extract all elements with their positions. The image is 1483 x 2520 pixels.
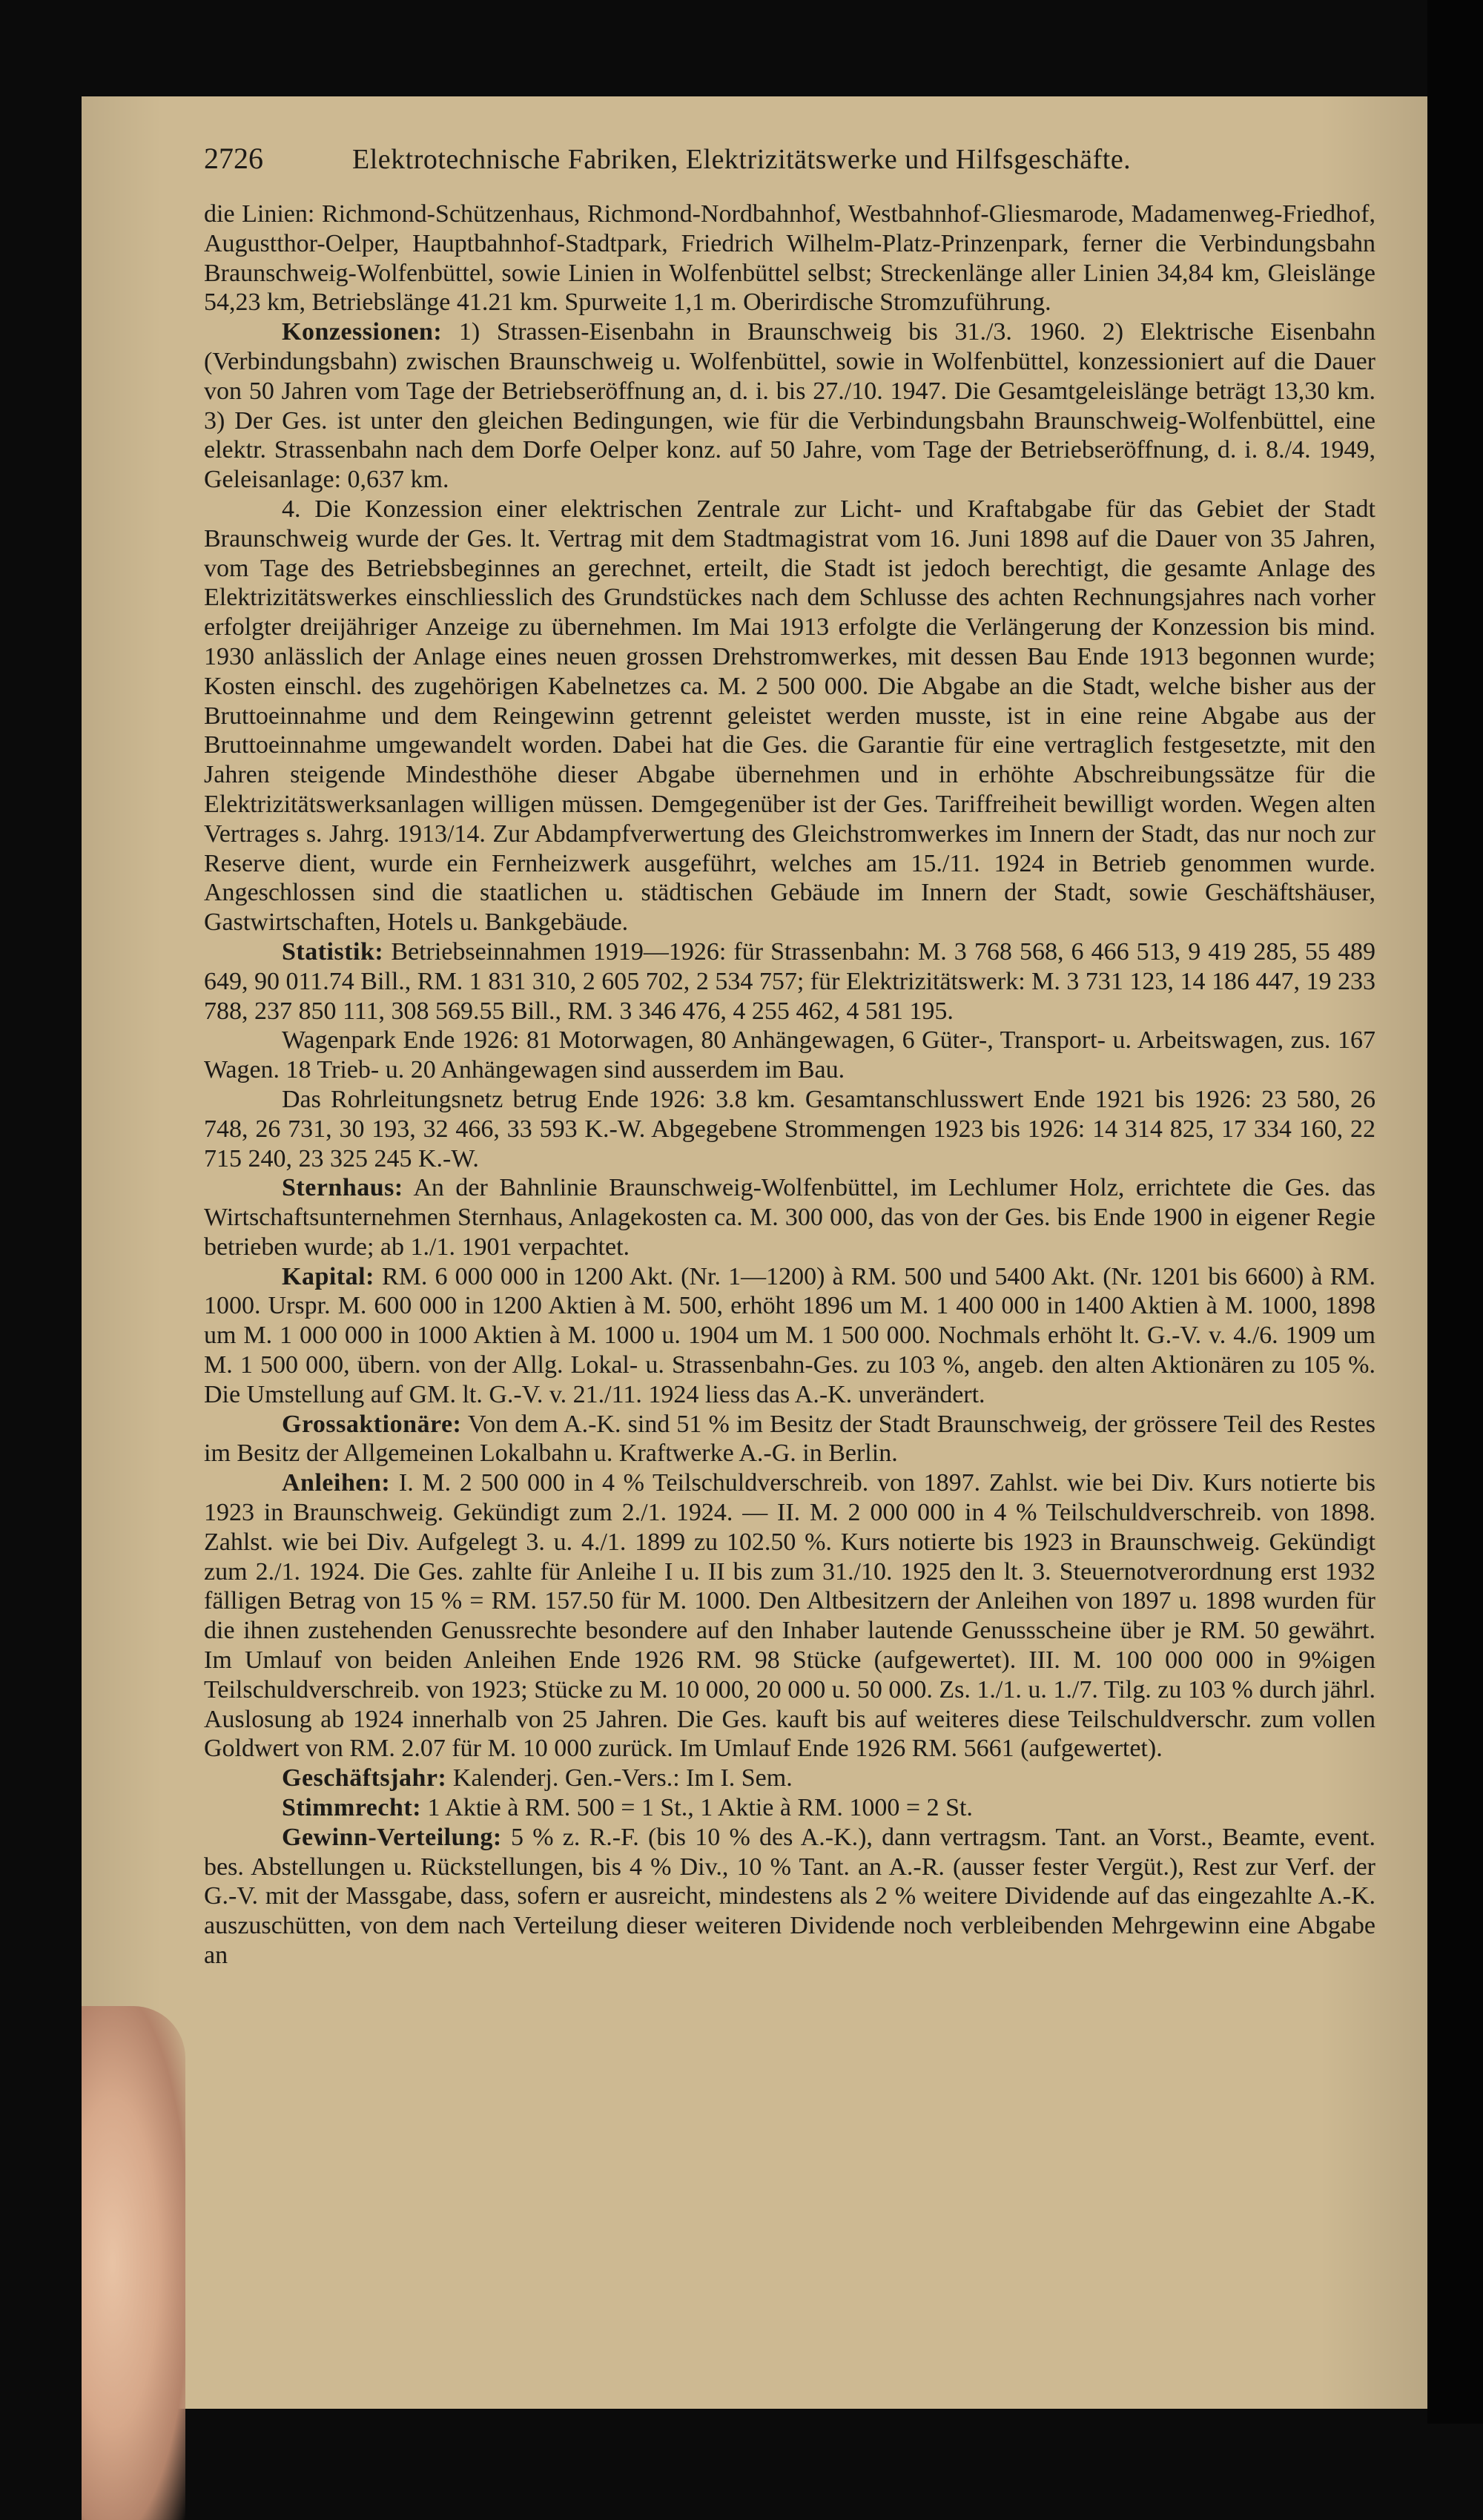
paragraph-label: Gewinn-Verteilung: bbox=[282, 1823, 502, 1851]
paragraph bbox=[204, 1793, 1375, 1823]
thumb-holding-page bbox=[82, 2006, 185, 2520]
paragraph-text: 1) Strassen-Eisenbahn in Braunschweig bis 31./3. 1960. 2) Elektrische Eisenbahn (Verbindungsbahn) zwischen Braunschweig u. Wolfenbüttel, sowie in Wolfenbüttel, konzessioniert auf die Dauer von 50 Jahren vom Tage der Betriebseröffnung an, d. i. bis 27./10. 1947. Die Gesamtgeleislänge beträgt 13,30 km. 3) Der Ges. ist unter den gleichen Bedingungen, wie für die Verbindungsbahn Braunschweig-Wolfenbüttel, eine elektr. Strassenbahn nach dem Dorfe Oelper konz. auf 50 Jahre, vom Tage der Betriebseröffnung, d. i. 8./4. 1949, Geleisanlage: 0,637 km. bbox=[204, 318, 1376, 494]
paragraph-text: Kalenderj. Gen.-Vers.: Im I. Sem. bbox=[452, 1764, 793, 1792]
page-number: 2726 bbox=[204, 142, 263, 175]
paragraph bbox=[204, 1173, 1375, 1261]
paragraph-label: Sternhaus: bbox=[282, 1174, 403, 1202]
book-edge-shadow bbox=[1427, 0, 1483, 2424]
paragraph-text: Betriebseinnahmen 1919—1926: für Strassenbahn: M. 3 768 568, 6 466 513, 9 419 285, 55 489 649, 90 011.74 Bill., RM. 1 831 310, 2 605 702, 2 534 757; für Elektrizitätswerk: M. 3 731 123, 14 186 447, 19 233 788, 237 850 111, 308 569.55 Bill., RM. 3 346 476, 4 255 462, 4 581 195. bbox=[204, 937, 1376, 1025]
paragraph bbox=[204, 1262, 1375, 1410]
paragraph bbox=[204, 1468, 1375, 1764]
paragraph-label: Konzessionen: bbox=[282, 318, 443, 346]
paragraph-text: 4. Die Konzession einer elektrischen Zentrale zur Licht- und Kraftabgabe für das Gebiet der Stadt Braunschweig wurde der Ges. lt. Vertrag mit dem Stadtmagistrat vom 16. Juni 1898 auf die Dauer von 35 Jahren, vom Tage des Betriebsbeginnes an gerechnet, erteilt, die Stadt ist jedoch berechtigt, die gesamte Anlage des Elektrizitätswerkes einschliesslich des Grundstückes nach dem Schlusse des achten Rechnungsjahres nach vorher erfolgter dreijähriger Anzeige zu übernehmen. Im Mai 1913 erfolgte die Verlängerung der Konzession bis mind. 1930 anlässlich der Anlage eines neuen grossen Drehstromwerkes, mit dessen Bau Ende 1913 begonnen wurde; Kosten einschl. des zugehörigen Kabelnetzes ca. M. 2 500 000. Die Abgabe an die Stadt, welche bisher aus der Bruttoeinnahme und dem Reingewinn getrennt geleistet werden musste, ist in eine reine Abgabe aus der Bruttoeinnahme umgewandelt worden. Dabei hat die Ges. die Garantie für eine vertraglich festgesetzte, mit den Jahren steigende Mindesthöhe dieser Abgabe übernehmen und in erhöhte Abschreibungssätze für die Elektrizitätswerksanlagen willigen müssen. Demgegenüber ist der Ges. Tariffreiheit bewilligt worden. Wegen alten Vertrages s. Jahrg. 1913/14. Zur Abdampfverwertung des Gleichstromwerkes im Innern der Stadt, das nur noch zur Reserve dient, wurde ein Fernheizwerk ausgeführt, welches am 15./11. 1924 in Betrieb genommen wurde. Angeschlossen sind die staatlichen u. städtischen Gebäude im Innern der Stadt, sowie Geschäftshäuser, Gastwirtschaften, Hotels u. Bankgebäude. bbox=[204, 495, 1375, 937]
paragraph bbox=[204, 317, 1375, 495]
paragraph-text: Von dem A.-K. sind 51 % im Besitz der Stadt Braunschweig, der grössere Teil des Restes im Besitz der Allgemeinen Lokalbahn u. Kraftwerke A.-G. in Berlin. bbox=[204, 1410, 1375, 1468]
paragraph-label: Geschäftsjahr: bbox=[282, 1764, 447, 1792]
paragraph-text: die Linien: Richmond-Schützenhaus, Richmond-Nordbahnhof, Westbahnhof-Gliesmarode, Madamenweg-Friedhof, Augustthor-Oelper, Hauptbahnhof-Stadtpark, Friedrich Wilhelm-Platz-Prinzenpark, ferner die Verbindungsbahn Braunschweig-Wolfenbüttel, sowie Linien in Wolfenbüttel selbst; Streckenlänge aller Linien 34,84 km, Gleislänge 54,23 km, Betriebslänge 41.21 km. Spurweite 1,1 m. Oberirdische Stromzuführung. bbox=[204, 200, 1375, 317]
paragraph bbox=[204, 1823, 1375, 1970]
paragraph bbox=[204, 1764, 1375, 1793]
paragraph-text: 5 % z. R.-F. (bis 10 % des A.-K.), dann vertragsm. Tant. an Vorst., Beamte, event. bes. Abstellungen u. Rückstellungen, bis 4 % Div., 10 % Tant. an A.-R. (ausser fester Vergüt.), Rest zur Verf. der G.-V. mit der Massgabe, dass, sofern er ausreicht, mindestens als 2 % weitere Dividende auf das eingezahlte A.-K. auszuschütten, von dem nach Verteilung dieser weiteren Dividende noch verbleibenden Mehrgewinn eine Abgabe an bbox=[204, 1823, 1375, 1970]
paragraph bbox=[204, 1410, 1375, 1469]
paragraph-text: Wagenpark Ende 1926: 81 Motorwagen, 80 Anhängewagen, 6 Güter-, Transport- u. Arbeitswagen, zus. 167 Wagen. 18 Trieb- u. 20 Anhängewagen sind ausserdem im Bau. bbox=[204, 1026, 1375, 1084]
paragraph bbox=[204, 199, 1375, 317]
paragraph bbox=[204, 1085, 1375, 1173]
paragraph bbox=[204, 937, 1375, 1026]
paragraph bbox=[204, 1026, 1375, 1085]
paragraph-label: Stimmrecht: bbox=[282, 1794, 422, 1822]
page-body bbox=[204, 199, 1375, 1970]
book-page bbox=[82, 96, 1427, 2409]
paragraph-label: Statistik: bbox=[282, 937, 384, 966]
running-title: Elektrotechnische Fabriken, Elektrizitätswerke und Hilfsgeschäfte. bbox=[352, 144, 1132, 175]
page-header bbox=[204, 141, 1375, 177]
paragraph-label: Grossaktionäre: bbox=[282, 1410, 462, 1438]
paragraph-text: Das Rohrleitungsnetz betrug Ende 1926: 3.8 km. Gesamtanschlusswert Ende 1921 bis 1926: 23 580, 26 748, 26 731, 30 193, 32 466, 33 593 K.-W. Abgegebene Strommengen 1923 bis 1926: 14 314 825, 17 334 160, 22 715 240, 23 325 245 K.-W. bbox=[204, 1085, 1375, 1172]
paragraph-text: An der Bahnlinie Braunschweig-Wolfenbüttel, im Lechlumer Holz, errichtete die Ges. das Wirtschaftsunternehmen Sternhaus, Anlagekosten ca. M. 300 000, das von der Ges. bis Ende 1900 in eigener Regie betrieben wurde; ab 1./1. 1901 verpachtet. bbox=[204, 1174, 1375, 1261]
paragraph-label: Anleihen: bbox=[282, 1469, 391, 1497]
paragraph-text: 1 Aktie à RM. 500 = 1 St., 1 Aktie à RM. 1000 = 2 St. bbox=[427, 1794, 973, 1822]
paragraph-label: Kapital: bbox=[282, 1262, 374, 1290]
paragraph bbox=[204, 495, 1375, 937]
paragraph-text: RM. 6 000 000 in 1200 Akt. (Nr. 1—1200) à RM. 500 und 5400 Akt. (Nr. 1201 bis 6600) à RM. 1000. Urspr. M. 600 000 in 1200 Aktien à M. 500, erhöht 1896 um M. 1 400 000 in 1400 Aktien à M. 1000, 1898 um M. 1 000 000 in 1000 Aktien à M. 1000 u. 1904 um M. 1 500 000. Nochmals erhöht lt. G.-V. v. 4./6. 1909 um M. 1 500 000, übern. von der Allg. Lokal- u. Strassenbahn-Ges. zu 103 %, angeb. den alten Aktionären zu 105 %. Die Umstellung auf GM. lt. G.-V. v. 21./11. 1924 liess das A.-K. unverändert. bbox=[204, 1262, 1376, 1408]
paragraph-text: I. M. 2 500 000 in 4 % Teilschuldverschreib. von 1897. Zahlst. wie bei Div. Kurs notierte bis 1923 in Braunschweig. Gekündigt zum 2./1. 1924. — II. M. 2 000 000 in 4 % Teilschuldverschreib. von 1898. Zahlst. wie bei Div. Aufgelegt 3. u. 4./1. 1899 zu 102.50 %. Kurs notierte bis 1923 in Braunschweig. Gekündigt zum 2./1. 1924. Die Ges. zahlte für Anleihe I u. II bis zum 31./10. 1925 den lt. 3. Steuernotverordnung erst 1932 fälligen Betrag von 15 % = RM. 157.50 für M. 1000. Den Altbesitzern der Anleihen von 1897 u. 1898 wurden für die ihnen zustehenden Genussrechte besondere auf den Inhaber lautende Genussscheine über je RM. 50 gewährt. Im Umlauf von beiden Anleihen Ende 1926 RM. 98 Stücke (aufgewertet). III. M. 100 000 000 in 9%igen Teilschuldverschreib. von 1923; Stücke zu M. 10 000, 20 000 u. 50 000. Zs. 1./1. u. 1./7. Tilg. zu 103 % durch jährl. Auslosung ab 1924 innerhalb von 25 Jahren. Die Ges. kauft bis auf weiteres diese Teilschuldverschr. zum vollen Goldwert von RM. 2.07 für M. 10 000 zurück. Im Umlauf Ende 1926 RM. 5661 (aufgewertet). bbox=[204, 1469, 1375, 1763]
